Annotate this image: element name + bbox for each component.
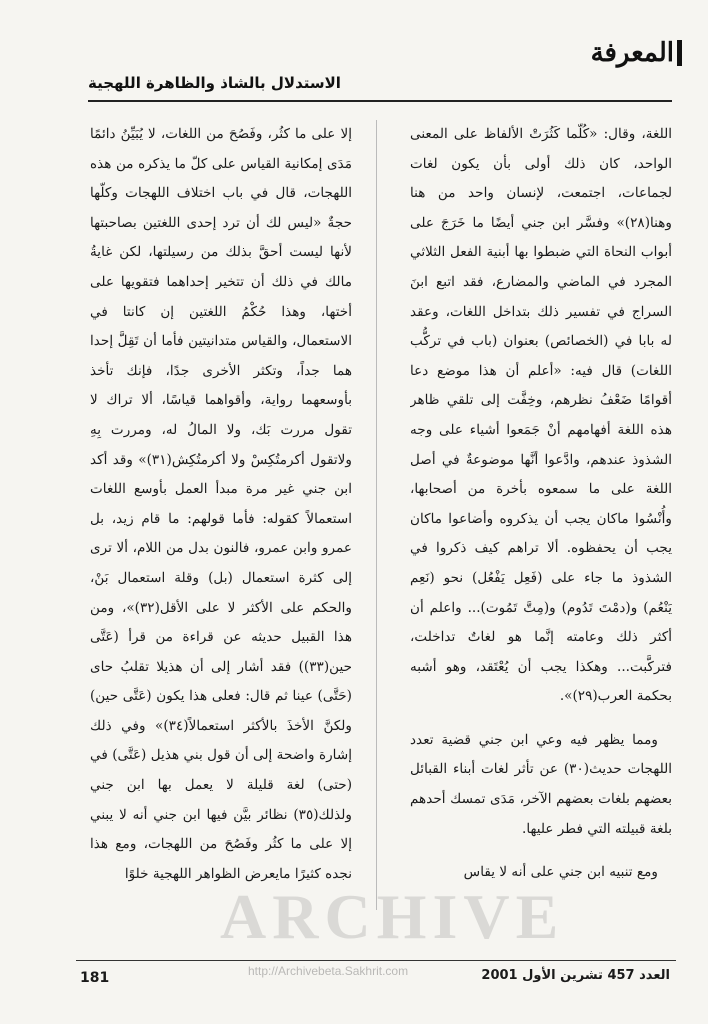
paragraph: ومما يظهر فيه وعي ابن جني قضية تعدد اللهجات حديث(٣٠) عن تأثر لغات أبناء القبائل بعضهم بلغات بعضهم الآخر، مَدَى تمسك أحدهم بلغة قبيلته التي فطر عليها. bbox=[410, 731, 672, 837]
left-column bbox=[90, 120, 352, 930]
right-column bbox=[410, 120, 672, 930]
archive-watermark: ARCHIVE bbox=[220, 881, 565, 952]
running-title: الاستدلال بالشاذ والظاهرة اللهجية bbox=[88, 74, 341, 92]
magazine-logo: المعرفة bbox=[590, 38, 674, 68]
page-number: 181 bbox=[80, 970, 110, 986]
logo-bar bbox=[677, 40, 682, 66]
footer-rule bbox=[76, 960, 676, 961]
header-rule bbox=[88, 100, 672, 102]
paragraph: اللغة، وقال: «كُلّما كَثُرَتْ الألفاظ على المعنى الواحد، كان ذلك أولى بأن يكون لغات لجماعات، اجتمعت، لإنسان واحد من هنا وهنا(٢٨)» وفسَّر ابن جني أيضًا ما خَرَجَ على أبواب النحاة التي ضبطوا بها أبنية الفعل الثلاثي المجرد في الماضي والمضارع، فقد اتبع ابنَ السراج في تفسير ذلك بتداخل اللغات، وعقد له بابا في (الخصائص) بعنوان (باب في تركُّب اللغات) قال فيه: «أعلم أن هذا موضع دعا أقوامًا ضَعْفُ نظرهم، وخِفَّت إلى تلقي ظاهر هذه اللغة أفهامهم أنْ جَمَعوا أشياء على وجه الشذوذ عندهم، وادَّعوا أنَّها موضوعةٌ في أصل اللغة على ما سمعوه بأخرة من أصحابها، وأُنْسُوا ماكان يجب أن يذكروه وأضاعوا ماكان يجب أن يحفظوه. ألا تراهم كيف ذكروا في الشذوذ ما جاء على (فَعِل يَفْعُل) نحو (نَعِم يَنْعُم) و(دمْتَ تَدُوم) و(مِتَّ تَمُوت)... واعلم أن أكثر ذلك وعامته إنَّما هو لغاتٌ تداخلت، فتركَّبت... وهكذا يجب أن يُعْتَقد، وهو أشبه بحكمة العرب(٢٩)». bbox=[410, 126, 672, 705]
watermark-url: http://Archivebeta.Sakhrit.com bbox=[248, 964, 409, 978]
column-divider bbox=[376, 120, 377, 910]
paragraph: إلا على ما كثُر، وفَصُحَ من اللغات، لا يُبَيِّنُ دائمًا مَدَى إمكانية القياس على كلّ ما يذكره من هذه اللهجات، قال في باب اختلاف اللهجات وكلّها حجةٌ «ليس لك أن ترد إحدى اللغتين بصاحبتها لأنها ليست أحقَّ بذلك من رسيلتها، لكن غايةُ مالك في ذلك أن تتخير إحداهما فتقويها على أختها، وهذا حُكْمُ اللغتين إن كانتا في الاستعمال، والقياس متدانيتين فأما أن تَقِلَّ إحدا هما جداً، وتكثر الأخرى جدًا، فإنك تأخذ بأوسعهما رواية، وأقواهما قياسًا، ألا تراك لا تقول مررت بَك، ولا المالُ له، ومررت بِهِ ولاتقول أكرمتُكِسْ ولا أكرمتُكِش(٣١)» وقد أكد ابن جني غير مرة مبدأ العمل بأوسع اللغات استعمالاً كقوله: فأما قولهم: ما قام زيد، بل عمرو وابن عمرو، فالنون بدل من اللام، ألا ترى إلى كثرة استعمال (بل) وقلة استعمال بَنْ، والحكم على الأكثر لا على الأقل(٣٢)»، ومن هذا القبيل حديثه عن قراءة من قرأ (عَتَّى حين(٣٣)) فقد أشار إلى أن هذيلا تقلبُ حاى (حَتَّى) عينا ثم قال: فعلى هذا يكون (عَتَّى حين) ولكنَّ الأخذَ بالأكثر استعمالاً(٣٤)» وفي ذلك إشارة واضحة إلى أن قول بني هذيل (عَتَّى) في (حتى) لغة قليلة لا يعمل بها ابن جني ولذلك(٣٥) نظائر بيَّن فيها ابن جني أنه لا يبني إلا على ما كثُر وفَصُحَ من اللهجات، ومع هذا نجده كثيرًا مايعرض الظواهر اللهجية خلوًا bbox=[90, 126, 352, 882]
paragraph: ومع تنبيه ابن جني على أنه لا يقاس bbox=[463, 864, 658, 881]
issue-info: العدد 457 تشرين الأول 2001 bbox=[481, 968, 670, 983]
